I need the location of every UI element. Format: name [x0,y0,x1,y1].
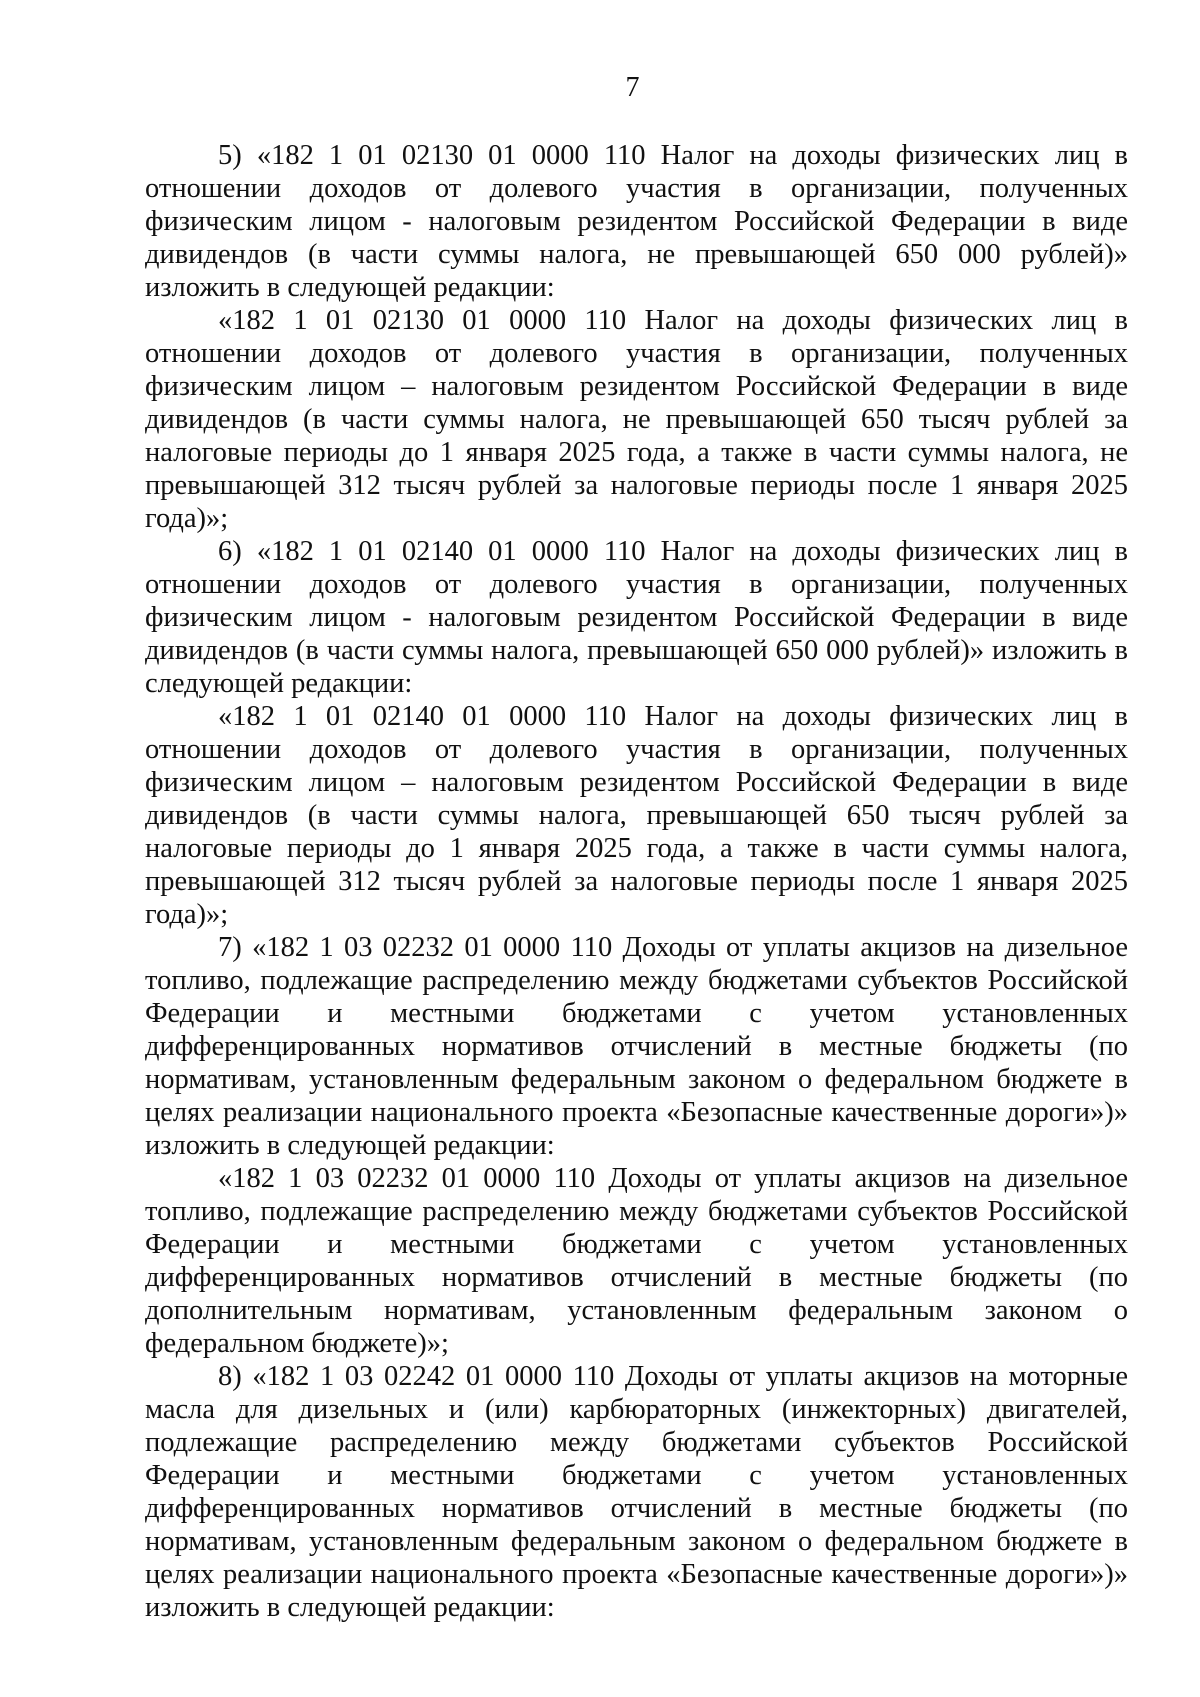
paragraph-item-7: 7) «182 1 03 02232 01 0000 110 Доходы от уплаты акцизов на дизельное топливо, подлежащие распределению между бюджетами субъектов Российской Федерации и местными бюджетами с учетом установленных дифференцированных нормативов отчислений в местные бюджеты (по нормативам, установленным федеральным законом о федеральном бюджете в целях реализации национального проекта «Безопасные качественные дороги»)» изложить в следующей редакции: [145,932,1128,1161]
page-number: 7 [625,72,640,103]
document-body [145,139,1128,1624]
paragraph-item-5: 5) «182 1 01 02130 01 0000 110 Налог на доходы физических лиц в отношении доходов от долевого участия в организации, полученных физическим лицом - налоговым резидентом Российской Федерации в виде дивидендов (в части суммы налога, не превышающей 650 000 рублей)» изложить в следующей редакции: [145,140,1128,303]
paragraph-item-7-new-text: «182 1 03 02232 01 0000 110 Доходы от уплаты акцизов на дизельное топливо, подлежащие распределению между бюджетами субъектов Российской Федерации и местными бюджетами с учетом установленных дифференцированных нормативов отчислений в местные бюджеты (по дополнительным нормативам, установленным федеральным законом о федеральном бюджете)»; [145,1163,1128,1359]
paragraph-item-6: 6) «182 1 01 02140 01 0000 110 Налог на доходы физических лиц в отношении доходов от долевого участия в организации, полученных физическим лицом - налоговым резидентом Российской Федерации в виде дивидендов (в части суммы налога, превышающей 650 000 рублей)» изложить в следующей редакции: [145,536,1128,699]
paragraph-item-5-new-text: «182 1 01 02130 01 0000 110 Налог на доходы физических лиц в отношении доходов от долевого участия в организации, полученных физическим лицом – налоговым резидентом Российской Федерации в виде дивидендов (в части суммы налога, не превышающей 650 тысяч рублей за налоговые периоды до 1 января 2025 года, а также в части суммы налога, не превышающей 312 тысяч рублей за налоговые периоды после 1 января 2025 года)»; [145,305,1128,534]
paragraph-item-6-new-text: «182 1 01 02140 01 0000 110 Налог на доходы физических лиц в отношении доходов от долевого участия в организации, полученных физическим лицом – налоговым резидентом Российской Федерации в виде дивидендов (в части суммы налога, превышающей 650 тысяч рублей за налоговые периоды до 1 января 2025 года, а также в части суммы налога, превышающей 312 тысяч рублей за налоговые периоды после 1 января 2025 года)»; [145,701,1128,930]
paragraph-item-8: 8) «182 1 03 02242 01 0000 110 Доходы от уплаты акцизов на моторные масла для дизельных и (или) карбюраторных (инжекторных) двигателей, подлежащие распределению между бюджетами субъектов Российской Федерации и местными бюджетами с учетом установленных дифференцированных нормативов отчислений в местные бюджеты (по нормативам, установленным федеральным законом о федеральном бюджете в целях реализации национального проекта «Безопасные качественные дороги»)» изложить в следующей редакции: [145,1361,1128,1623]
